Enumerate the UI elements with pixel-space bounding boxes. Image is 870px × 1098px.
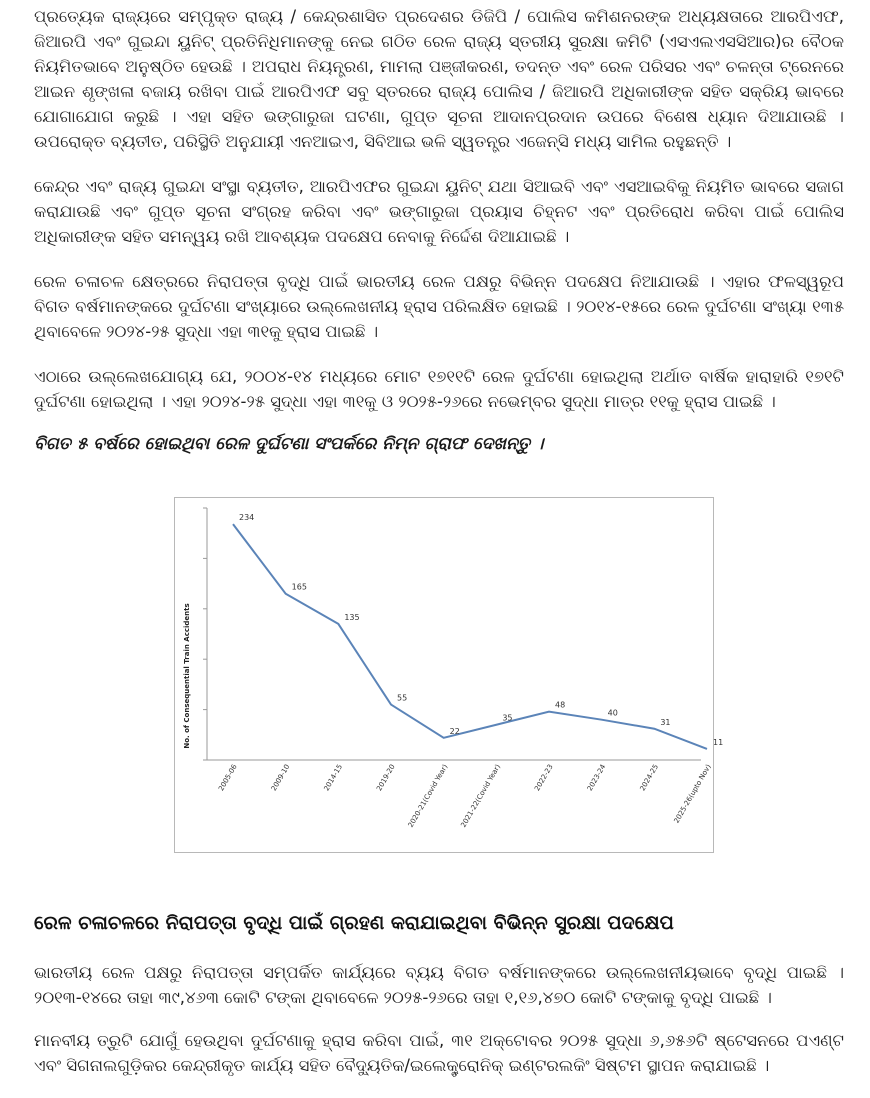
- data-label: 22: [449, 726, 460, 736]
- section-heading-safety: ରେଳ ଚଳାଚଳରେ ନିରାପତ୍ତା ବୃଦ୍ଧି ପାଇଁ ଗ୍ରହଣ କରାଯାଇଥିବା ବିଭିନ୍ନ ସୁରକ୍ଷା ପଦକ୍ଷେପ: [34, 912, 674, 934]
- category-label: 2025-26(upto Nov): [672, 763, 713, 825]
- data-label: 31: [660, 717, 671, 727]
- accident-chart-svg: [175, 498, 724, 852]
- category-label: 2021-22(Covid Year): [459, 763, 503, 829]
- series-line: [233, 524, 707, 749]
- paragraph-accident-stats: ଏଠାରେ ଉଲ୍ଲେଖଯୋଗ୍ୟ ଯେ, ୨୦୦୪-୧୪ ମଧ୍ୟରେ ମୋଟ ୧୭୧୧ଟି ରେଳ ଦୁର୍ଘଟଣା ହୋଇଥିଲା ଅର୍ଥାତ ବାର୍ଷିକ ହାରାହାରି ୧୭୧ଟି ଦୁର୍ଘଟଣା ହୋଇଥିଲା । ଏହା ୨୦୨୪-୨୫ ସୁଦ୍ଧା ଏହା ୩୧କୁ ଓ ୨୦୨୫-୨୬ରେ ନଭେମ୍ବର ସୁଦ୍ଧା ମାତ୍ର ୧୧କୁ ହ୍ରାସ ପାଇଛି ।: [34, 367, 844, 411]
- category-label: 2020-21(Covid Year): [406, 763, 450, 829]
- category-label: 2022-23: [533, 763, 555, 793]
- category-label: 2009-10: [269, 763, 292, 793]
- category-label: 2019-20: [375, 763, 397, 793]
- data-label: 35: [502, 713, 513, 723]
- category-label: 2005-06: [217, 763, 239, 793]
- y-axis-label: No. of Consequential Train Accidents: [183, 603, 191, 749]
- accident-chart: [174, 497, 724, 853]
- graph-intro-heading: ବିଗତ ୫ ବର୍ଷରେ ହୋଇଥିବା ରେଳ ଦୁର୍ଘଟଣା ସଂପର୍କରେ ନିମ୍ନ ଗ୍ରାଫ ଦେଖନ୍ତୁ ।: [34, 434, 544, 454]
- article-top: [34, 4, 844, 482]
- chart-axes: [207, 508, 701, 760]
- data-label: 165: [291, 582, 307, 592]
- category-label: 2014-15: [322, 763, 345, 793]
- category-label: 2024-25: [638, 763, 661, 793]
- paragraph-intelligence: କେନ୍ଦ୍ର ଏବଂ ରାଜ୍ୟ ଗୁଇନ୍ଦା ସଂସ୍ଥା ବ୍ୟତୀତ, ଆରପିଏଫର ଗୁଇନ୍ଦା ୟୁନିଟ୍ ଯଥା ସିଆଇବି ଏବଂ ଏସଆଇବିକୁ ନିୟମିତ ଭାବରେ ସଜାଗ କରାଯାଉଛି ଏବଂ ଗୁପ୍ତ ସୂଚନା ସଂଗ୍ରହ କରିବା ଏବଂ ଭଙ୍ଗାରୁଜା ପ୍ରୟାସ ଚିହ୍ନଟ ଏବଂ ପ୍ରତିରୋଧ କରିବା ପାଇଁ ପୋଲିସ ଅଧିକାରୀଙ୍କ ସହିତ ସମନ୍ୱୟ ରଖି ଆବଶ୍ୟକ ପଦକ୍ଷେପ ନେବାକୁ ନିର୍ଦ୍ଦେଶ ଦିଆଯାଇଛି ।: [34, 177, 844, 246]
- y-tick-marks: [203, 508, 207, 760]
- category-labels: [217, 763, 713, 829]
- data-label: 234: [239, 513, 255, 523]
- category-label: 2023-24: [585, 763, 608, 793]
- data-label: 11: [713, 737, 724, 747]
- paragraph-committee: ପ୍ରତ୍ୟେକ ରାଜ୍ୟରେ ସମ୍ପୃକ୍ତ ରାଜ୍ୟ / କେନ୍ଦ୍ରଶାସିତ ପ୍ରଦେଶର ଡିଜିପି / ପୋଲିସ କମିଶନରଙ୍କ ଅଧ୍ୟକ୍ଷତାରେ ଆରପିଏଫ, ଜିଆରପି ଏବଂ ଗୁଇନ୍ଦା ୟୁନିଟ୍ ପ୍ରତିନିଧିମାନଙ୍କୁ ନେଇ ଗଠିତ ରେଳ ରାଜ୍ୟ ସ୍ତରୀୟ ସୁରକ୍ଷା କମିଟି (ଏସଏଲଏସସିଆର)ର ବୈଠକ ନିୟମିତଭାବେ ଅନୁଷ୍ଠିତ ହେଉଛି । ଅପରାଧ ନିୟନ୍ତ୍ରଣ, ମାମଲା ପଞ୍ଜୀକରଣ, ତଦନ୍ତ ଏବଂ ରେଳ ପରିସର ଏବଂ ଚଳନ୍ତା ଟ୍ରେନରେ ଆଇନ ଶୃଙ୍ଖଳା ବଜାୟ ରଖିବା ପାଇଁ ଆରପିଏଫ ସବୁ ସ୍ତରରେ ରାଜ୍ୟ ପୋଲିସ / ଜିଆରପି ଅଧିକାରୀଙ୍କ ସହିତ ସକ୍ରିୟ ଭାବରେ ଯୋଗାଯୋଗ କରୁଛି । ଏହା ସହିତ ଭଙ୍ଗାରୁଜା ଘଟଣା, ଗୁପ୍ତ ସୂଚନା ଆଦାନପ୍ରଦାନ ଉପରେ ବିଶେଷ ଧ୍ୟାନ ଦିଆଯାଉଛି । ଉପରୋକ୍ତ ବ୍ୟତୀତ, ପରିସ୍ଥିତି ଅନୁଯାୟୀ ଏନଆଇଏ, ସିବିଆଇ ଭଳି ସ୍ୱତନ୍ତ୍ର ଏଜେନ୍ସି ମଧ୍ୟ ସାମିଲ ରହୁଛନ୍ତି ।: [34, 7, 844, 151]
- paragraph-accident-decline: ରେଳ ଚଳାଚଳ କ୍ଷେତ୍ରରେ ନିରାପତ୍ତା ବୃଦ୍ଧି ପାଇଁ ଭାରତୀୟ ରେଳ ପକ୍ଷରୁ ବିଭିନ୍ନ ପଦକ୍ଷେପ ନିଆଯାଉଛି । ଏହାର ଫଳସ୍ୱରୂପ ବିଗତ ବର୍ଷମାନଙ୍କରେ ଦୁର୍ଘଟଣା ସଂଖ୍ୟାରେ ଉଲ୍ଲେଖନୀୟ ହ୍ରାସ ପରିଲକ୍ଷିତ ହୋଇଛି । ୨୦୧୪-୧୫ରେ ରେଳ ଦୁର୍ଘଟଣା ସଂଖ୍ୟା ୧୩୫ ଥିବାବେଳେ ୨୦୨୪-୨୫ ସୁଦ୍ଧା ଏହା ୩୧କୁ ହ୍ରାସ ପାଇଛି ।: [34, 272, 844, 341]
- paragraph-safety-spending: ଭାରତୀୟ ରେଳ ପକ୍ଷରୁ ନିରାପତ୍ତା ସମ୍ପର୍କିତ କାର୍ଯ୍ୟରେ ବ୍ୟୟ ବିଗତ ବର୍ଷମାନଙ୍କରେ ଉଲ୍ଲେଖନୀୟଭାବେ ବୃଦ୍ଧି ପାଇଛି । ୨୦୧୩-୧୪ରେ ତାହା ୩୯,୪୬୩ କୋଟି ଟଙ୍କା ଥିବାବେଳେ ୨୦୨୫-୨୬ରେ ତାହା ୧,୧୬,୪୭୦ କୋଟି ଟଙ୍କାକୁ ବୃଦ୍ଧି ପାଇଛି ।: [34, 963, 844, 1007]
- article-bottom: [34, 960, 844, 1096]
- data-label: 55: [397, 693, 408, 703]
- data-label: 135: [344, 612, 360, 622]
- data-label: 48: [555, 700, 566, 710]
- data-label: 40: [607, 708, 618, 718]
- paragraph-interlocking: ମାନବୀୟ ତ୍ରୁଟି ଯୋଗୁଁ ହେଉଥିବା ଦୁର୍ଘଟଣାକୁ ହ୍ରାସ କରିବା ପାଇଁ, ୩୧ ଅକ୍ଟୋବର ୨୦୨୫ ସୁଦ୍ଧା ୬,୬୫୬ଟି ଷ୍ଟେସନରେ ପଏଣ୍ଟ ଏବଂ ସିଗନାଲଗୁଡ଼ିକର କେନ୍ଦ୍ରୀକୃତ କାର୍ଯ୍ୟ ସହିତ ବୈଦ୍ୟୁତିକ/ଇଲେକ୍ଟ୍ରୋନିକ୍ ଇଣ୍ଟରଲକିଂ ସିଷ୍ଟମ ସ୍ଥାପନ କରାଯାଇଛି ।: [34, 1031, 844, 1075]
- data-labels: [239, 513, 723, 747]
